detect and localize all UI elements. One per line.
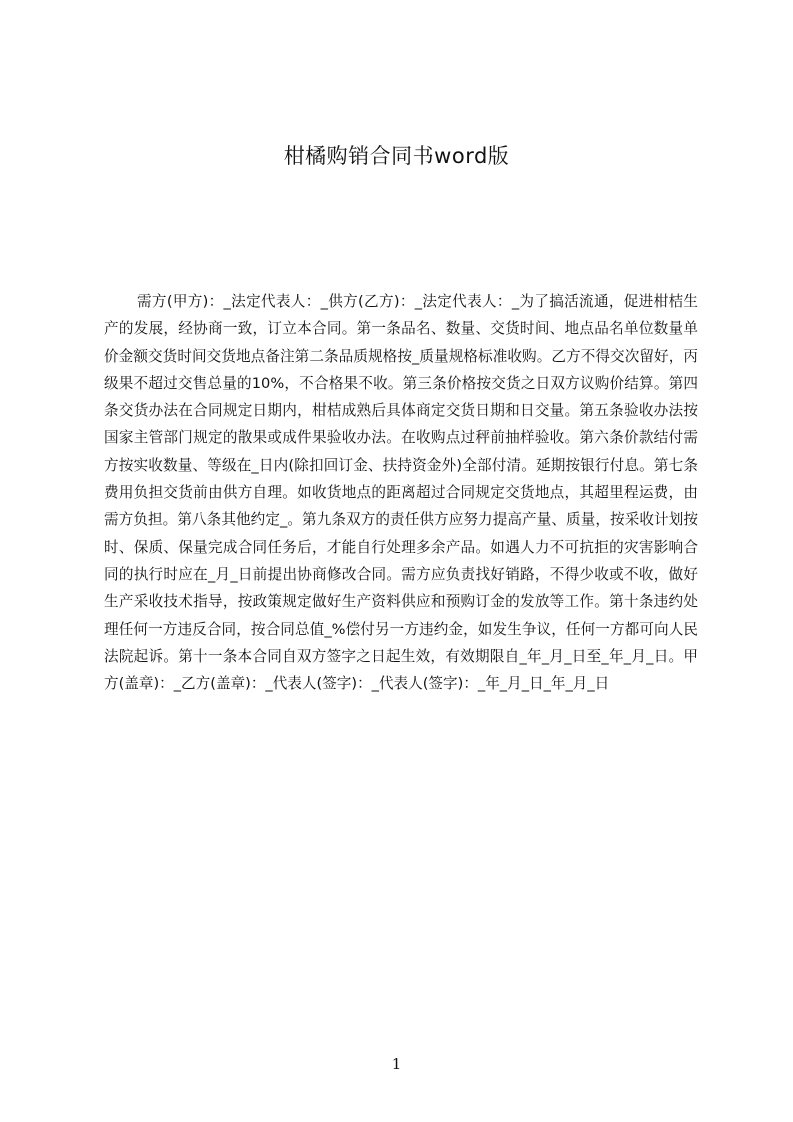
document-title: 柑橘购销合同书word版 — [283, 144, 510, 168]
contract-body-paragraph: 需方(甲方)：_法定代表人：_供方(乙方)：_法定代表人：_为了搞活流通，促进柑桔生产的发展，经协商一致，订立本合同。第一条品名、数量、交货时间、地点品名单位数量单价金额交货时间交货地点备注第二条品质规格按_质量规格标准收购。乙方不得交次留好，丙级果不超过交售总量的10%，不合格果不收。第三条价格按交货之日双方议购价结算。第四条交货办法在合同规定日期内，柑桔成熟后具体商定交货日期和日交量。第五条验收办法按国家主管部门规定的散果或成件果验收办法。在收购点过秤前抽样验收。第六条价款结付需方按实收数量、等级在_日内(除扣回订金、扶持资金外)全部付清。延期按银行付息。第七条费用负担交货前由供方自理。如收货地点的距离超过合同规定交货地点，其超里程运费，由需方负担。第八条其他约定_。第九条双方的责任供方应努力提高产量、质量，按采收计划按时、保质、保量完成合同任务后，才能自行处理多余产品。如遇人力不可抗拒的灾害影响合同的执行时应在_月_日前提出协商修改合同。需方应负责找好销路，不得少收或不收，做好生产采收技术指导，按政策规定做好生产资料供应和预购订金的发放等工作。第十条违约处理任何一方违反合同，按合同总值_%偿付另一方违约金，如发生争议，任何一方都可向人民法院起诉。第十一条本合同自双方签字之日起生效，有效期限自_年_月_日至_年_月_日。甲方(盖章)：_乙方(盖章)：_代表人(签字)：_代表人(签字)：_年_月_日_年_月_日 — [104, 293, 698, 693]
page-number: 1 — [391, 1055, 402, 1073]
